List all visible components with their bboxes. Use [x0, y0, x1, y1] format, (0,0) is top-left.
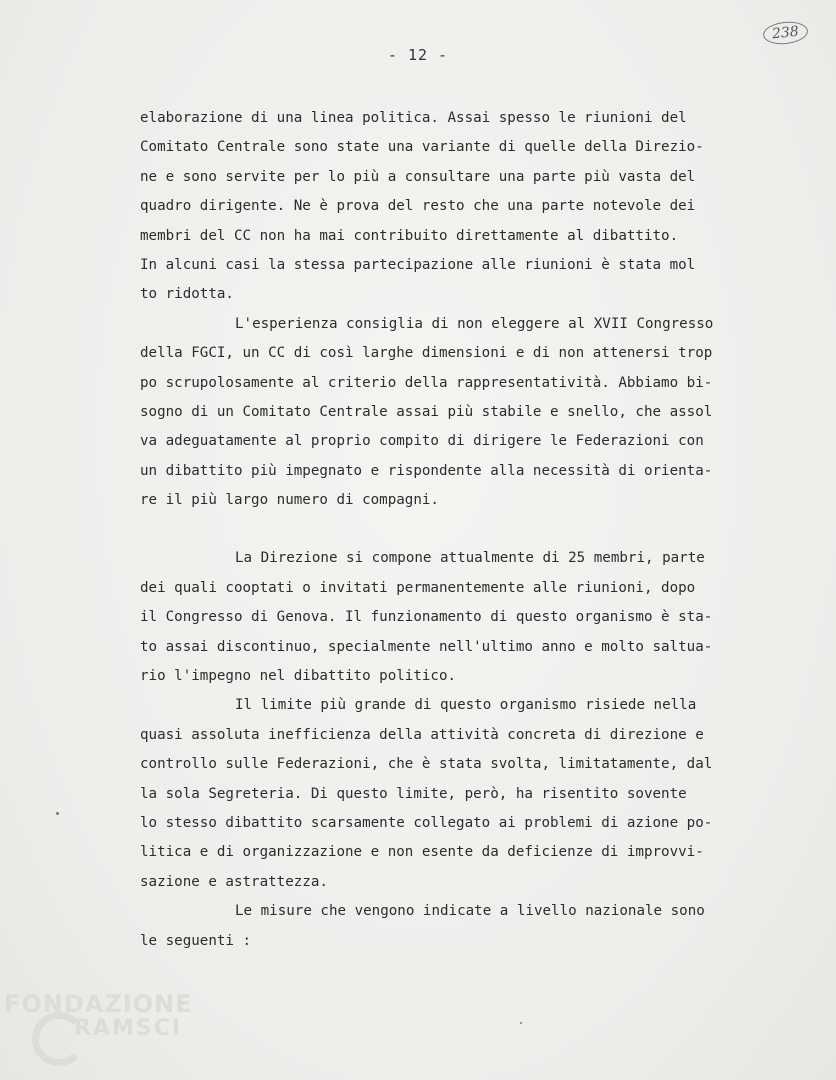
text-line: ne e sono servite per lo più a consultare una parte più vasta del — [140, 168, 696, 185]
document-body — [140, 104, 800, 956]
text-line: dei quali cooptati o invitati permanentemente alle riunioni, dopo — [140, 579, 696, 596]
fondazione-gramsci-watermark — [4, 990, 224, 1080]
watermark-line-2: RAMSCI — [74, 1016, 183, 1041]
text-line: to assai discontinuo, specialmente nell'ultimo anno e molto saltua- — [140, 638, 713, 655]
text-line: quadro dirigente. Ne è prova del resto che una parte notevole dei — [140, 198, 696, 215]
text-line: un dibattito più impegnato e rispondente alla necessità di orienta- — [140, 462, 713, 479]
text-line: to ridotta. — [140, 286, 234, 303]
text-line: membri del CC non ha mai contribuito direttamente al dibattito. — [140, 227, 679, 244]
archive-stamp-number: 238 — [762, 20, 809, 47]
text-line: po scrupolosamente al criterio della rappresentatività. Abbiamo bi- — [140, 374, 713, 391]
text-line: La Direzione si compone attualmente di 25 membri, parte — [235, 550, 705, 567]
text-line: lo stesso dibattito scarsamente collegato ai problemi di azione po- — [140, 814, 713, 831]
page-number: - 12 - — [387, 46, 449, 64]
text-line: re il più largo numero di compagni. — [140, 492, 439, 509]
text-line: litica e di organizzazione e non esente da deficienze di improvvi- — [140, 844, 704, 861]
paper-speck — [56, 812, 59, 815]
watermark-line-1: FONDAZIONE — [4, 990, 193, 1018]
paper-speck — [520, 1022, 522, 1024]
text-line: In alcuni casi la stessa partecipazione alle riunioni è stata mol — [140, 256, 696, 273]
text-line: le seguenti : — [140, 932, 252, 949]
watermark-g-logo-icon — [32, 1012, 86, 1066]
text-line: della FGCI, un CC di così larghe dimensioni e di non attenersi trop — [140, 345, 713, 362]
text-line: elaborazione di una linea politica. Assai spesso le riunioni del — [140, 110, 687, 126]
text-line: Le misure che vengono indicate a livello nazionale sono — [235, 903, 705, 920]
text-line: Comitato Centrale sono state una variante di quelle della Direzio- — [140, 139, 704, 156]
text-line: la sola Segreteria. Di questo limite, però, ha risentito sovente — [140, 785, 687, 802]
text-line: rio l'impegno nel dibattito politico. — [140, 668, 457, 685]
text-line: sazione e astrattezza. — [140, 873, 328, 890]
paragraph-gap — [140, 515, 800, 544]
text-line: il Congresso di Genova. Il funzionamento di questo organismo è sta- — [140, 609, 713, 626]
text-line: controllo sulle Federazioni, che è stata svolta, limitatamente, dal — [140, 756, 713, 773]
text-line: L'esperienza consiglia di non eleggere al XVII Congresso — [235, 315, 714, 332]
text-line: quasi assoluta inefficienza della attività concreta di direzione e — [140, 726, 704, 743]
text-line: va adeguatamente al proprio compito di dirigere le Federazioni con — [140, 433, 704, 450]
text-line: Il limite più grande di questo organismo risiede nella — [235, 697, 697, 714]
text-line: sogno di un Comitato Centrale assai più stabile e snello, che assol — [140, 403, 713, 420]
